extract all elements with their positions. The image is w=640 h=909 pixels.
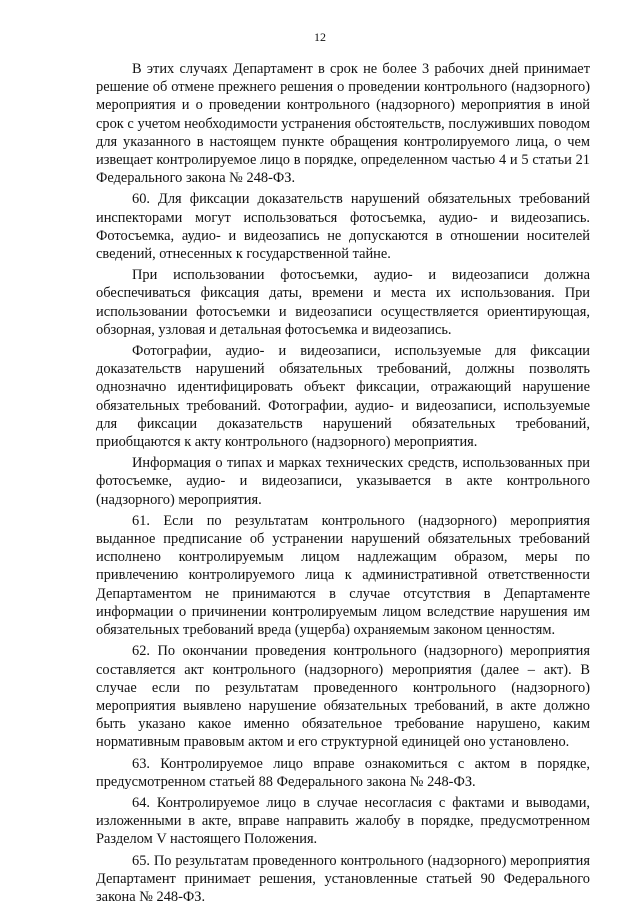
paragraph-60-recording-fixation: При использовании фотосъемки, аудио- и видеозаписи должна обеспечиваться фиксация даты, времени и места их использования. При использовании фотосъемки и видеозаписи осуществляется ориентирующая, обзорная, узловая и детальная фотосъемка и видеозапись. <box>96 267 590 338</box>
paragraph-61: 61. Если по результатам контрольного (надзорного) мероприятия выданное предписание об устранении нарушений обязательных требований исполнено контролируемым лицом надлежащим образом, меры по привлечению контролируемого лица к административной ответственности Департаментом не принимаются в случае отсутствия в Департаменте информации о причинении контролируемым лицом вследствие нарушения им обязательных требований вреда (ущерба) охраняемым законом ценностям. <box>96 512 590 639</box>
paragraph-62: 62. По окончании проведения контрольного (надзорного) мероприятия составляется акт контрольного (надзорного) мероприятия (далее – акт). В случае если по результатам проведенного контрольного (надзорного) мероприятия выявлено нарушение обязательных требований, в акте должно быть указано какое именно обязательное требование нарушено, каким нормативным правовым актом и его структурной единицей оно установлено. <box>96 643 590 751</box>
paragraph-64: 64. Контролируемое лицо в случае несогласия с фактами и выводами, изложенными в акте, вправе направить жалобу в порядке, предусмотренном Разделом V настоящего Положения. <box>96 794 590 848</box>
paragraph-65: 65. По результатам проведенного контрольного (надзорного) мероприятия Департамент принимает решения, установленные статьей 90 Федерального закона № 248-ФЗ. <box>96 852 590 905</box>
paragraph-60-equipment-info: Информация о типах и марках технических средств, использованных при фотосъемке, аудио- и видеозаписи, указывается в акте контрольного (надзорного) мероприятия. <box>96 455 590 508</box>
paragraph-60-photo-requirements: Фотографии, аудио- и видеозаписи, используемые для фиксации доказательств нарушений обязательных требований, должны позволять однозначно идентифицировать объект фиксации, отражающий нарушение обязательных требований. Фотографии, аудио- и видеозаписи, используемые для фиксации доказательств нарушений обязательных требований, приобщаются к акту контрольного (надзорного) мероприятия. <box>96 343 590 451</box>
paragraph-cases-rescheduling: В этих случаях Департамент в срок не более 3 рабочих дней принимает решение об отмене прежнего решения о проведении контрольного (надзорного) мероприятия и о проведении контрольного (надзорного) мероприятия в иной срок с учетом необходимости устранения обстоятельств, послуживших поводом для указанного в настоящем пункте обращения контролируемого лица, о чем извещает контролируемое лицо в порядке, определенном частью 4 и 5 статьи 21 Федерального закона № 248-ФЗ. <box>96 61 590 187</box>
paragraph-60: 60. Для фиксации доказательств нарушений обязательных требований инспекторами могут использоваться фотосъемка, аудио- и видеозапись. Фотосъемка, аудио- и видеозапись не допускаются в отношении носителей сведений, отнесенных к государственной тайне. <box>96 191 590 263</box>
paragraph-63: 63. Контролируемое лицо вправе ознакомиться с актом в порядке, предусмотренном статьей 88 Федерального закона № 248-ФЗ. <box>96 755 590 790</box>
page-number: 12 <box>314 30 326 44</box>
document-body <box>96 60 590 909</box>
